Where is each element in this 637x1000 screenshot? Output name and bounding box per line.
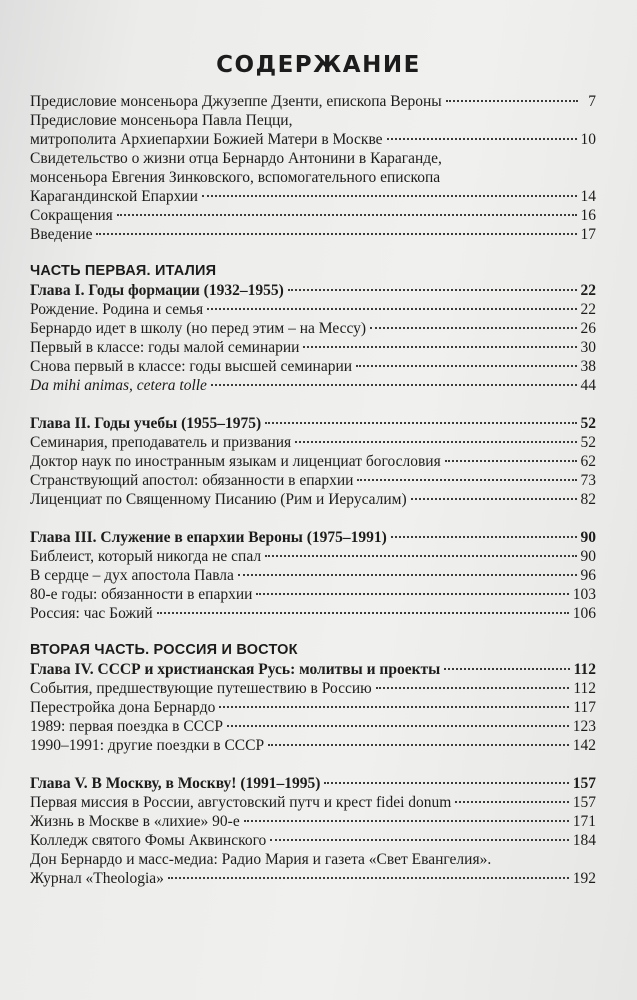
toc-entry [30,452,596,471]
dot-leader [288,289,577,291]
page-number: 22 [580,282,596,299]
entry-text: Рождение. Родина и семья [30,301,204,318]
entry-row [30,338,596,357]
entry-text: 80-е годы: обязанности в епархии [30,586,253,603]
entry-row [30,471,596,490]
entry-row [30,869,596,888]
dot-leader [370,327,576,329]
entry-row [30,490,596,509]
entry-text: митрополита Архиепархии Божией Матери в Москве [30,131,383,148]
dot-leader [455,801,568,803]
entry-row [30,831,596,850]
entry-text: Жизнь в Москве в «лихие» 90-е [30,813,240,830]
dot-leader [238,574,577,576]
entry-text: Глава V. В Москву, в Москву! (1991–1995) [30,775,321,792]
entry-row [30,319,596,338]
entry-row [30,452,596,471]
page-number: 117 [573,699,596,716]
toc-entry [30,111,596,149]
toc-entry [30,547,596,566]
page-number: 30 [580,339,596,356]
chapter-heading [30,774,596,793]
toc-entry [30,490,596,509]
dot-leader [446,100,578,102]
page-number: 142 [572,737,596,754]
entry-text: Предисловие монсеньора Джузеппе Дзенти, епископа Вероны [30,93,442,110]
dot-leader [376,687,570,689]
page-number: 112 [573,680,596,697]
page-number: 38 [580,358,596,375]
chapter-heading [30,660,596,679]
entry-row [30,717,596,736]
entry-text: Предисловие монсеньора Павла Пецци, [30,112,293,129]
entry-row [30,736,596,755]
entry-row [30,698,596,717]
entry-row [30,660,596,679]
entry-text: Сокращения [30,207,113,224]
page-number: 44 [580,377,596,394]
toc-entry [30,604,596,623]
dot-leader [270,839,568,841]
entry-row [30,357,596,376]
page-number: 184 [572,832,596,849]
toc-entry [30,149,596,206]
toc-entry [30,736,596,755]
entry-text: Журнал «Theologia» [30,870,164,887]
dot-leader [219,706,569,708]
dot-leader [117,214,577,216]
entry-row [30,547,596,566]
entry-text: Введение [30,226,93,243]
dot-leader [256,593,568,595]
toc-entry [30,357,596,376]
part-heading: ЧАСТЬ ПЕРВАЯ. ИТАЛИЯ [30,263,217,279]
toc-entry [30,225,596,244]
entry-text: Семинария, преподаватель и призвания [30,434,292,451]
entry-row [30,206,596,225]
entry-row [30,130,596,149]
page-number: 73 [580,472,596,489]
toc-entry [30,679,596,698]
entry-row [30,225,596,244]
entry-text: В сердце – дух апостола Павла [30,567,234,584]
dot-leader [96,233,576,235]
toc-entry [30,717,596,736]
page-number: 90 [580,529,596,546]
dot-leader [445,460,577,462]
entry-text: Странствующий апостол: обязанности в епархии [30,472,354,489]
entry-row [30,92,596,111]
entry-text: Свидетельство о жизни отца Бернардо Антонини в Караганде, [30,150,442,167]
entry-row [30,812,596,831]
toc-entry [30,92,596,111]
toc-entry [30,698,596,717]
entry-text: 1989: первая поездка в СССР [30,718,224,735]
page-number: 52 [580,434,596,451]
entry-row [30,585,596,604]
entry-text: Глава IV. СССР и христианская Русь: молитвы и проекты [30,661,441,678]
dot-leader [444,668,569,670]
dot-leader [211,384,577,386]
toc-entry [30,831,596,850]
dot-leader [411,498,577,500]
page-number: 171 [572,813,596,830]
dot-leader [303,346,576,348]
toc-entry [30,376,596,395]
page-number: 90 [580,548,596,565]
entry-text: Дон Бернардо и масс-медиа: Радио Мария и газета «Свет Евангелия». [30,851,492,868]
entry-text: Библеист, который никогда не спал [30,548,262,565]
page-number: 17 [580,226,596,243]
page-number: 16 [580,207,596,224]
toc-entry [30,300,596,319]
entry-text: 1990–1991: другие поездки в СССР [30,737,265,754]
dot-leader [207,308,576,310]
entry-text: Россия: час Божий [30,605,153,622]
chapter-heading [30,528,596,547]
entry-row [30,774,596,793]
dot-leader [265,555,576,557]
page-number: 52 [580,415,596,432]
toc-entry [30,850,596,888]
entry-text: Лиценциат по Священному Писанию (Рим и Иерусалим) [30,491,407,508]
toc-entry [30,433,596,452]
entry-row [30,414,596,433]
entry-text: Da mihi animas, cetera tolle [30,377,207,394]
dot-leader [202,195,577,197]
page-number: 82 [580,491,596,508]
dot-leader [295,441,576,443]
page-number: 106 [572,605,596,622]
dot-leader [168,877,569,879]
page-number: 96 [580,567,596,584]
toc-entry [30,206,596,225]
entry-text: Глава II. Годы учебы (1955–1975) [30,415,262,432]
toc-entry [30,319,596,338]
dot-leader [265,422,576,424]
entry-row [30,793,596,812]
entry-text: Глава III. Служение в епархии Вероны (1975–1991) [30,529,387,546]
entry-row [30,281,596,300]
entry-row [30,300,596,319]
entry-text: Перестройка дона Бернардо [30,699,216,716]
dot-leader [387,138,577,140]
page-number: 123 [572,718,596,735]
dot-leader [357,479,576,481]
page-number: 103 [572,586,596,603]
page-number: 7 [588,93,596,110]
dot-leader [157,612,569,614]
page-number: 192 [572,870,596,887]
toc-entry [30,566,596,585]
dot-leader [227,725,569,727]
dot-leader [391,536,577,538]
page-number: 112 [573,661,596,678]
entry-text: Карагандинской Епархии [30,188,198,205]
page-number: 157 [572,775,596,792]
entry-row [30,528,596,547]
entry-text: Бернардо идет в школу (но перед этим – на Мессу) [30,320,367,337]
entry-text: Колледж святого Фомы Аквинского [30,832,267,849]
entry-text: Глава I. Годы формации (1932–1955) [30,282,284,299]
dot-leader [324,782,568,784]
page-number: 22 [580,301,596,318]
entry-row [30,566,596,585]
page-number: 157 [572,794,596,811]
entry-text: Первый в классе: годы малой семинарии [30,339,300,356]
entry-row [30,376,596,395]
page-number: 10 [580,131,596,148]
toc-entry [30,471,596,490]
table-of-contents [30,92,596,888]
toc-entry [30,338,596,357]
page-number: 14 [580,188,596,205]
toc-entry [30,585,596,604]
toc-entry [30,812,596,831]
entry-text: монсеньора Евгения Зинковского, вспомогательного епископа [30,169,441,186]
toc-entry [30,793,596,812]
entry-text: События, предшествующие путешествию в Россию [30,680,372,697]
entry-row [30,679,596,698]
entry-text: Доктор наук по иностранным языкам и лиценциат богословия [30,453,441,470]
dot-leader [268,744,569,746]
dot-leader [244,820,569,822]
page-number: 26 [580,320,596,337]
page-number: 62 [580,453,596,470]
page-title: СОДЕРЖАНИЕ [216,52,421,78]
entry-text: Первая миссия в России, августовский путч и крест fidei donum [30,794,452,811]
chapter-heading [30,281,596,300]
part-heading: ВТОРАЯ ЧАСТЬ. РОССИЯ И ВОСТОК [30,642,298,658]
entry-row [30,604,596,623]
entry-text: Снова первый в классе: годы высшей семинарии [30,358,353,375]
dot-leader [356,365,576,367]
chapter-heading [30,414,596,433]
entry-row [30,433,596,452]
entry-row [30,187,596,206]
